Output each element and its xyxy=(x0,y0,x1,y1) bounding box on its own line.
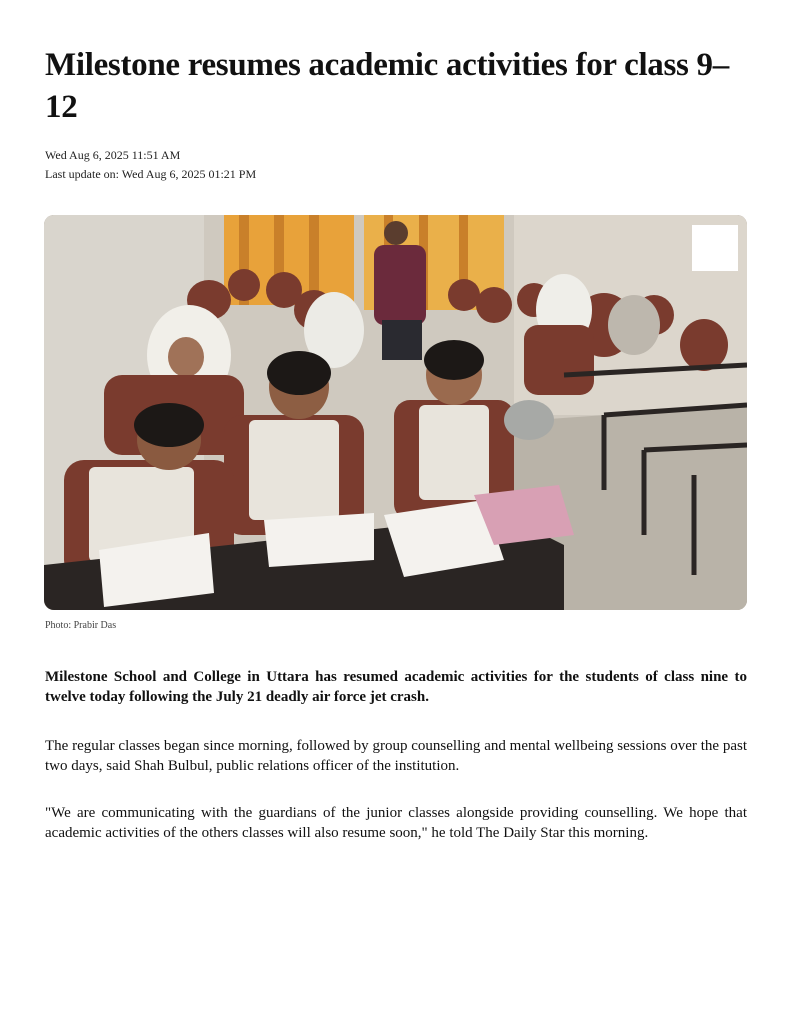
classroom-photo-illustration xyxy=(44,215,747,610)
photo-credit: Photo: Prabir Das xyxy=(45,620,117,631)
article-lead-paragraph: Milestone School and College in Uttara has resumed academic activities for the students of class nine to twelve today following the July 21 deadly air force jet crash. xyxy=(45,669,747,705)
article-paragraph: "We are communicating with the guardians of the junior classes alongside providing counselling. We hope that academic activities of the others classes will also resume soon," he told The Daily Star this morning. xyxy=(45,805,747,841)
article-paragraph: The regular classes began since morning, followed by group counselling and mental wellbeing sessions over the past two days, said Shah Bulbul, public relations officer of the institution. xyxy=(45,738,747,774)
publish-date: Wed Aug 6, 2025 11:51 AM xyxy=(45,148,181,162)
last-update-date: Last update on: Wed Aug 6, 2025 01:21 PM xyxy=(45,167,257,181)
article-headline: Milestone resumes academic activities for class 9–12 xyxy=(45,47,729,125)
article-photo xyxy=(44,215,747,610)
